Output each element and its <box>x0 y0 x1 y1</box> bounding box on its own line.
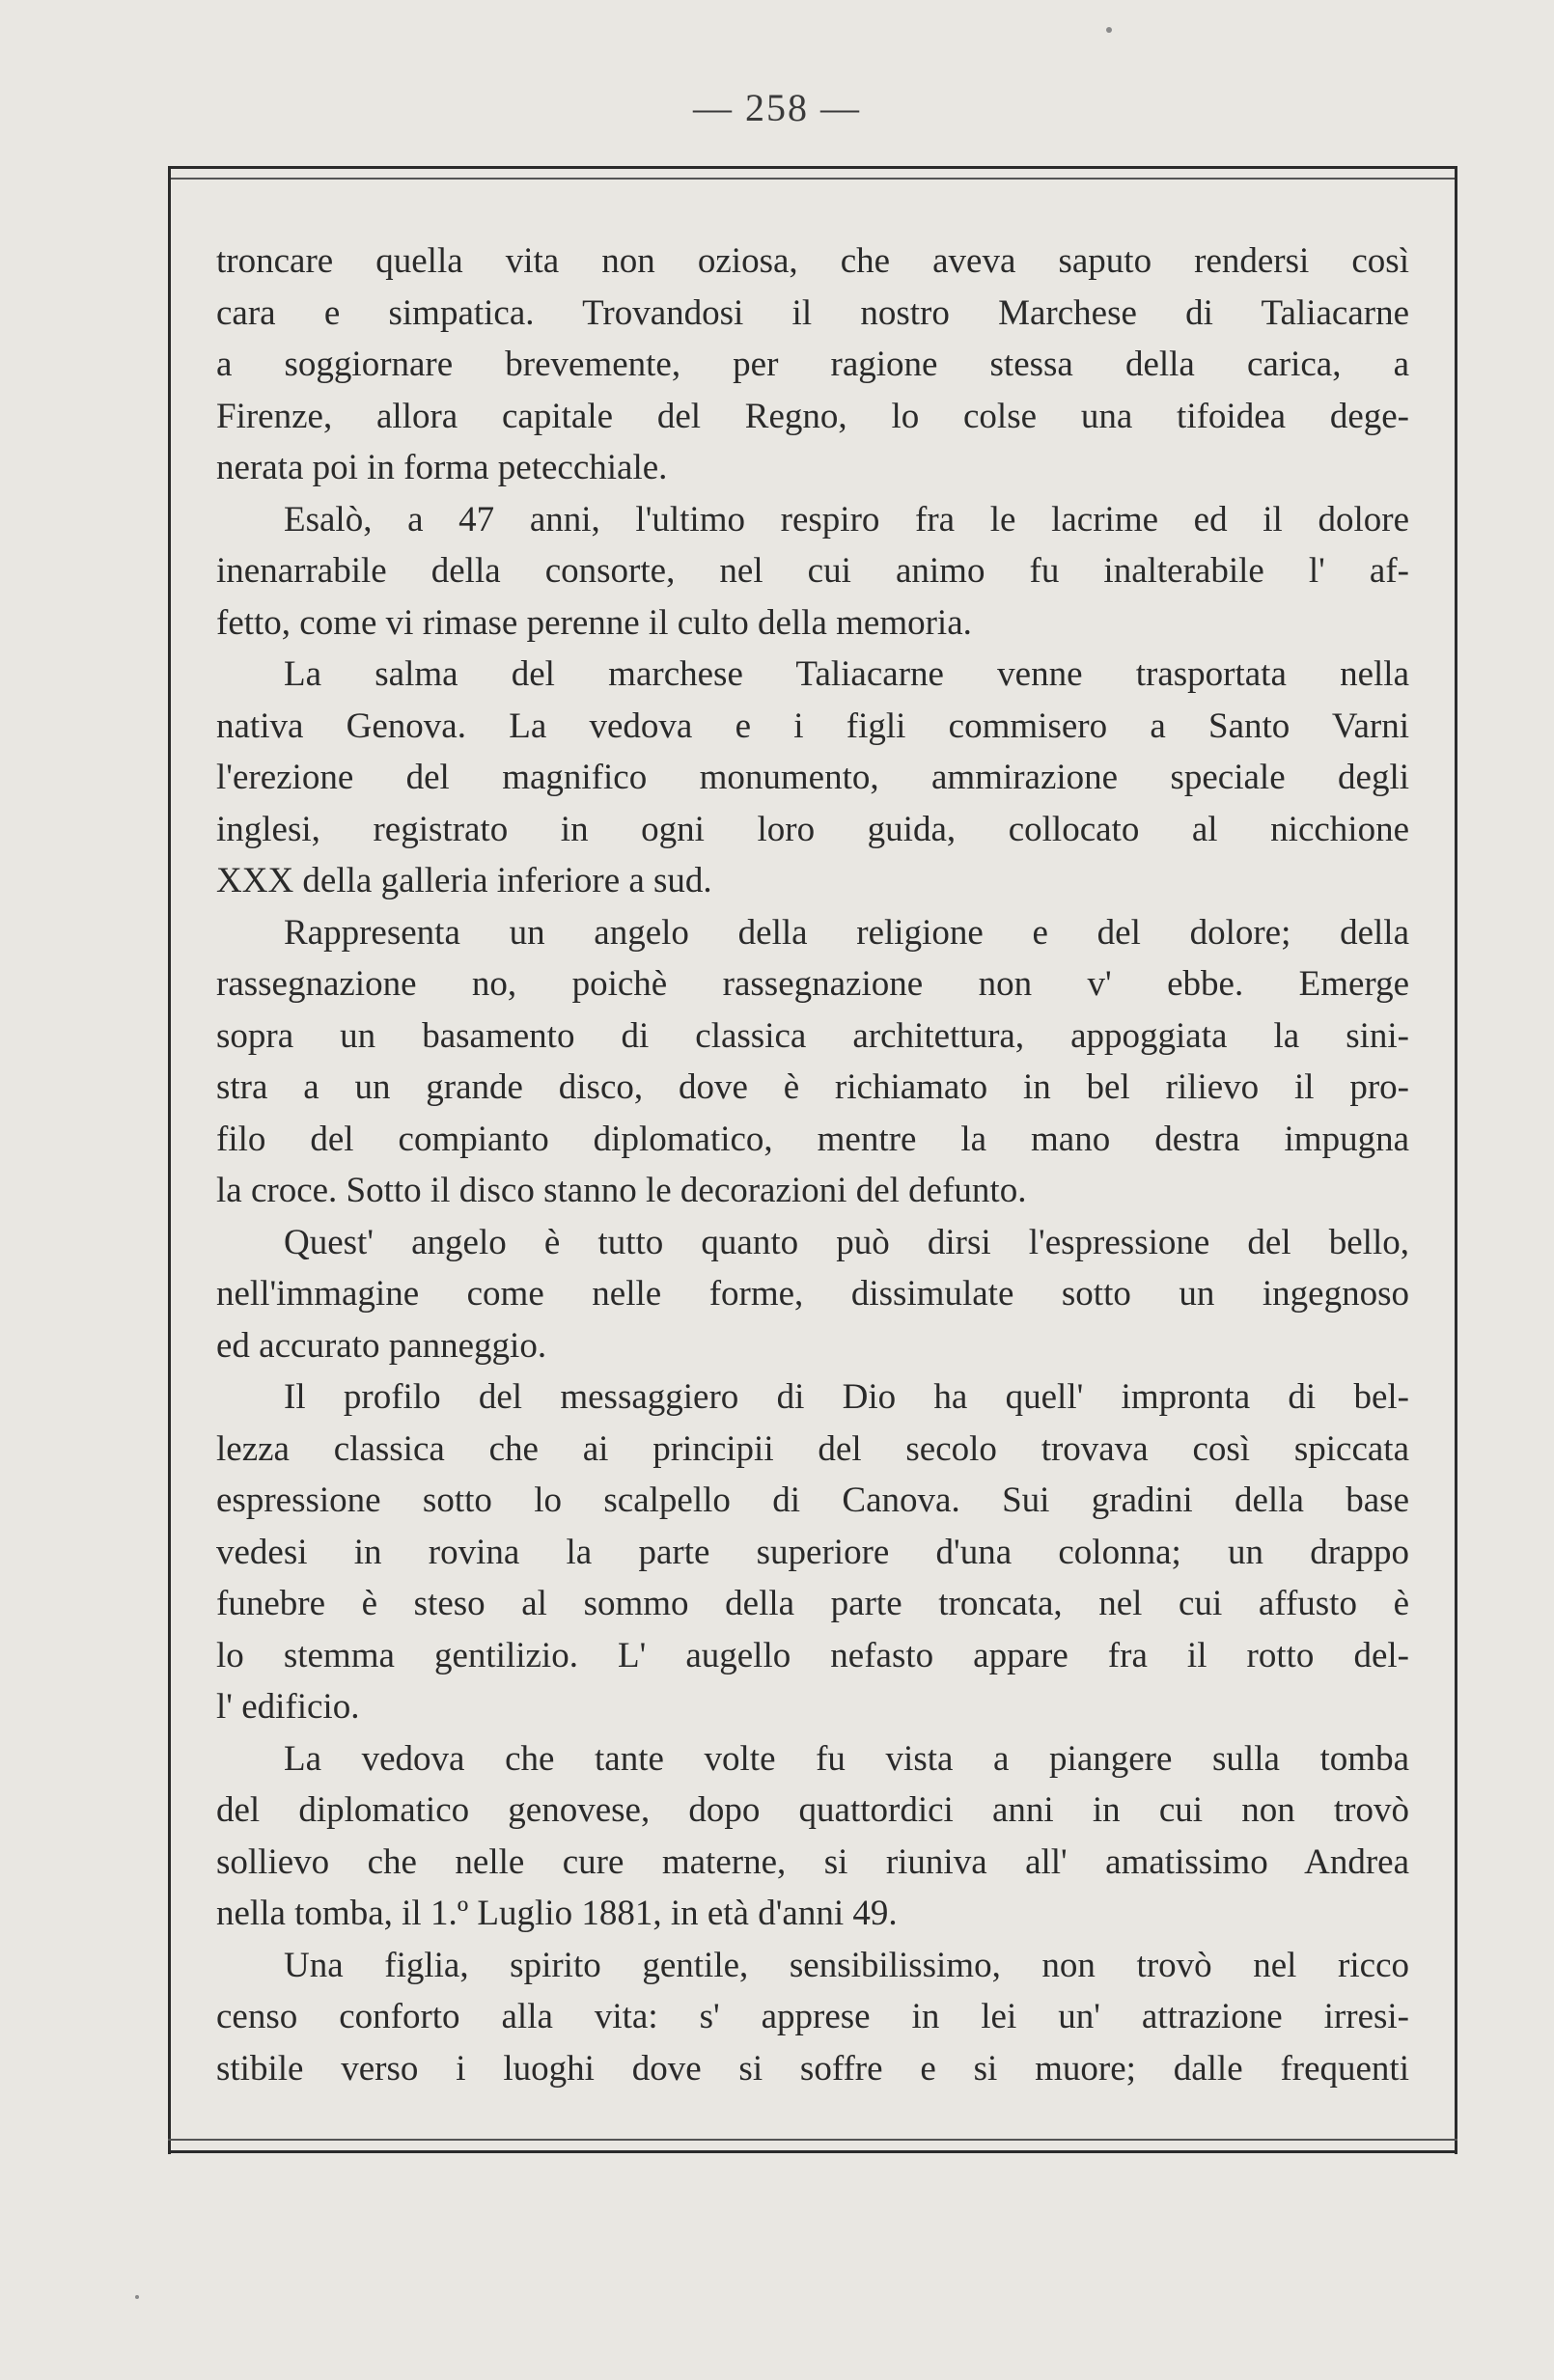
text-line: nella tomba, il 1.º Luglio 1881, in età d'anni 49. <box>216 1894 898 1933</box>
text-line: stra a un grande disco, dove è richiamato in bel rilievo il pro- <box>216 1067 1409 1107</box>
text-line: nativa Genova. La vedova e i figli commisero a Santo Varni <box>216 706 1409 746</box>
paper-speck <box>135 2295 139 2299</box>
text-line: rassegnazione no, poichè rassegnazione non v' ebbe. Emerge <box>216 964 1409 1004</box>
text-line: cara e simpatica. Trovandosi il nostro Marchese di Taliacarne <box>216 292 1409 333</box>
text-line: nerata poi in forma petecchiale. <box>216 448 668 487</box>
text-line: l' edificio. <box>216 1687 360 1727</box>
text-line: Esalò, a 47 anni, l'ultimo respiro fra le lacrime ed il dolore <box>284 499 1409 540</box>
text-line: La salma del marchese Taliacarne venne trasportata nella <box>284 654 1409 694</box>
text-line: stibile verso i luoghi dove si soffre e si muore; dalle frequenti <box>216 2048 1409 2089</box>
page-number: — 258 — <box>693 86 861 129</box>
text-line: la croce. Sotto il disco stanno le decorazioni del defunto. <box>216 1171 1027 1210</box>
text-line: del diplomatico genovese, dopo quattordici anni in cui non trovò <box>216 1790 1409 1830</box>
text-line: Una figlia, spirito gentile, sensibilissimo, non trovò nel ricco <box>284 1945 1409 1985</box>
text-line: ed accurato panneggio. <box>216 1325 547 1366</box>
text-line: sopra un basamento di classica architettura, appoggiata la sini- <box>216 1015 1409 1056</box>
text-line: inglesi, registrato in ogni loro guida, collocato al nicchione <box>216 809 1409 849</box>
text-line: Il profilo del messaggiero di Dio ha quell' impronta di bel- <box>284 1377 1409 1417</box>
text-line: censo conforto alla vita: s' apprese in lei un' attrazione irresi- <box>216 1997 1409 2036</box>
bottom-rule-inner <box>168 2139 1457 2141</box>
body-text <box>216 235 1409 2094</box>
text-line: vedesi in rovina la parte superiore d'una colonna; un drappo <box>216 1532 1409 1572</box>
text-line: l'erezione del magnifico monumento, ammirazione speciale degli <box>216 758 1409 797</box>
text-line: Firenze, allora capitale del Regno, lo colse una tifoidea dege- <box>216 396 1409 436</box>
text-line: inenarrabile della consorte, nel cui animo fu inalterabile l' af- <box>216 551 1409 591</box>
text-line: nell'immagine come nelle forme, dissimulate sotto un ingegnoso <box>216 1274 1409 1314</box>
text-line: La vedova che tante volte fu vista a piangere sulla tomba <box>284 1738 1409 1779</box>
paper-speck <box>1106 27 1112 33</box>
text-line: espressione sotto lo scalpello di Canova. Sui gradini della base <box>216 1481 1409 1520</box>
text-line: XXX della galleria inferiore a sud. <box>216 861 712 900</box>
text-line: filo del compianto diplomatico, mentre la mano destra impugna <box>216 1119 1409 1159</box>
bottom-rule <box>168 2150 1457 2153</box>
text-line: lezza classica che ai principii del secolo trovava così spiccata <box>216 1428 1409 1469</box>
text-line: Quest' angelo è tutto quanto può dirsi l'espressione del bello, <box>284 1222 1409 1262</box>
text-line: Rappresenta un angelo della religione e del dolore; della <box>284 912 1409 953</box>
text-line: troncare quella vita non oziosa, che aveva saputo rendersi così <box>216 241 1409 281</box>
text-line: fetto, come vi rimase perenne il culto della memoria. <box>216 602 972 643</box>
text-line: a soggiornare brevemente, per ragione stessa della carica, a <box>216 345 1409 384</box>
text-line: sollievo che nelle cure materne, si riuniva all' amatissimo Andrea <box>216 1841 1409 1882</box>
text-line: funebre è steso al sommo della parte troncata, nel cui affusto è <box>216 1584 1409 1623</box>
text-line: lo stemma gentilizio. L' augello nefasto appare fra il rotto del- <box>216 1635 1409 1675</box>
